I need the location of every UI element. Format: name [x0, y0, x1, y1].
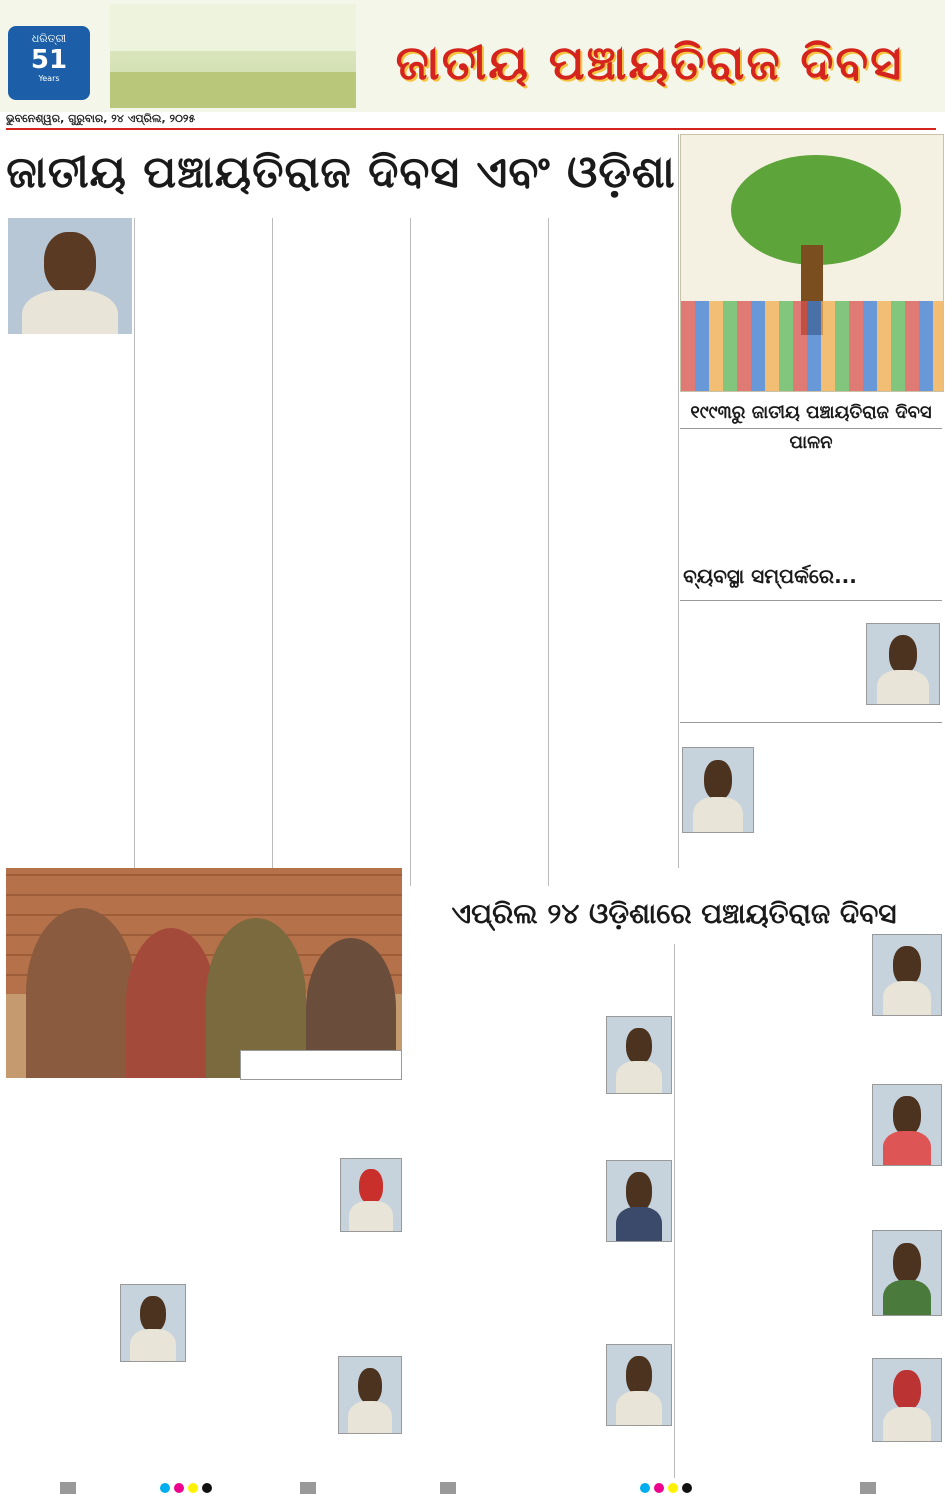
- opinion-box-2: [680, 722, 942, 869]
- bottom-right-1-body: [678, 958, 868, 1044]
- bottom-item-2: [206, 1338, 402, 1478]
- lead-column-2: [136, 218, 270, 886]
- bottom-right-item-2: [678, 1074, 942, 1214]
- bottom-item-2-portrait: [338, 1356, 402, 1434]
- village-tree-illustration: [680, 134, 944, 392]
- registration-mark: [640, 1483, 650, 1493]
- registration-mark: [188, 1483, 198, 1493]
- print-registration-strip: [0, 1478, 945, 1497]
- lead-headline: ଜାତୀୟ ପଞ୍ଚାୟତିରାଜ ଦିବସ ଏବଂ ଓଡ଼ିଶା: [6, 147, 676, 198]
- bottom-right-item-3: [678, 1226, 942, 1360]
- bottom-left-signature: [6, 1456, 202, 1478]
- bottom-item-2-body: [206, 1356, 334, 1460]
- opinion-2-portrait: [682, 747, 754, 833]
- opinions-note: [862, 556, 942, 596]
- dateline: ଭୁବନେଶ୍ୱର, ଗୁରୁବାର, ୨୪ ଏପ୍ରିଲ, ୨୦୨୫: [6, 110, 936, 130]
- bottom-right-item-4: [678, 1352, 942, 1478]
- bottom-item-3: [406, 996, 672, 1134]
- farmers-illustration: [110, 4, 356, 108]
- bottom-item-5-body: [406, 1342, 602, 1446]
- side-story-body: [680, 432, 942, 550]
- badge-number: 51: [30, 45, 68, 75]
- column-rule: [272, 218, 273, 886]
- bottom-left-portrait: [120, 1284, 186, 1362]
- registration-mark: [440, 1482, 456, 1494]
- registration-mark: [160, 1483, 170, 1493]
- opinion-box-1: [680, 600, 942, 719]
- author-caption: [8, 336, 132, 374]
- registration-mark: [60, 1482, 76, 1494]
- column-rule: [678, 134, 679, 868]
- registration-mark: [860, 1482, 876, 1494]
- column-rule: [410, 218, 411, 886]
- bottom-item-1-portrait: [340, 1158, 402, 1232]
- bottom-right-1-portrait: [872, 934, 942, 1016]
- bottom-item-3-body: [406, 1014, 602, 1114]
- side-story-headline: ୧୯୯୩ରୁ ଜାତୀୟ ପଞ୍ଚାୟତିରାଜ ଦିବସ ପାଳନ: [680, 398, 942, 429]
- lead-column-3: [274, 218, 408, 886]
- lead-column-5: [550, 218, 676, 886]
- bottom-item-1: [206, 1138, 402, 1338]
- registration-mark: [682, 1483, 692, 1493]
- author-photo: [8, 218, 132, 334]
- registration-mark: [174, 1483, 184, 1493]
- bottom-item-3-portrait: [606, 1016, 672, 1094]
- opinion-2-body: [758, 745, 940, 841]
- lead-column-4: [412, 218, 546, 886]
- registration-mark: [668, 1483, 678, 1493]
- bottom-center-top: [406, 950, 672, 994]
- band-headline: ଏପ୍ରିଲ ୨୪ ଓଡ଼ିଶାରେ ପଞ୍ଚାୟତିରାଜ ଦିବସ: [451, 897, 897, 930]
- bottom-item-5: [406, 1324, 672, 1478]
- bottom-item-4-portrait: [606, 1160, 672, 1242]
- bottom-left-headline: [6, 1150, 206, 1172]
- bottom-right-2-portrait: [872, 1084, 942, 1166]
- bottom-right-3-portrait: [872, 1230, 942, 1316]
- registration-mark: [300, 1482, 316, 1494]
- bottom-right-3-body: [678, 1244, 868, 1338]
- opinion-1-portrait: [866, 623, 940, 705]
- lead-column-1: [6, 376, 132, 886]
- photo-caption: [240, 1050, 402, 1080]
- bottom-right-item-1: [678, 940, 942, 1066]
- masthead-title: ଜାତୀୟ ପଞ୍ଚାୟତିରାଜ ଦିବସ: [395, 35, 904, 91]
- badge-brand: ଧରିତ୍ରୀ: [31, 32, 67, 45]
- badge-years: Years: [38, 74, 60, 83]
- opinions-headline: ବ୍ୟବସ୍ଥା ସମ୍ପର୍କରେ...: [683, 564, 857, 588]
- registration-mark: [202, 1483, 212, 1493]
- bottom-item-5-portrait: [606, 1344, 672, 1426]
- women-group-photo: [6, 868, 402, 1078]
- bottom-item-4-body: [406, 1158, 602, 1308]
- bottom-right-2-body: [678, 1092, 868, 1188]
- opinion-1-body: [680, 621, 860, 701]
- column-rule: [548, 218, 549, 886]
- bottom-item-1-body: [206, 1156, 336, 1316]
- column-rule: [134, 218, 135, 886]
- column-rule: [674, 944, 675, 1478]
- bottom-item-4: [406, 1140, 672, 1320]
- bottom-right-4-body: [678, 1370, 868, 1456]
- registration-mark: [654, 1483, 664, 1493]
- dharitri-51-years-badge: [8, 26, 90, 100]
- bottom-right-4-portrait: [872, 1358, 942, 1442]
